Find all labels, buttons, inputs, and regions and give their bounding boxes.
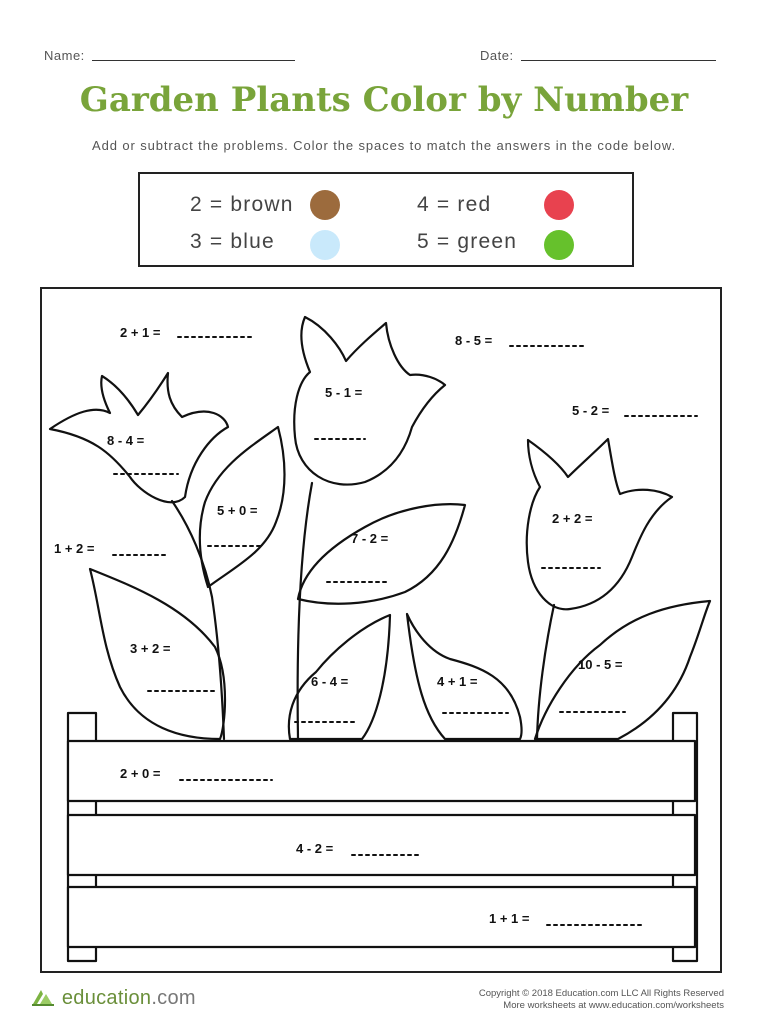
color-key — [138, 172, 634, 267]
name-line[interactable] — [92, 60, 295, 61]
key-green: 5 = green — [417, 230, 518, 253]
problem-plank-top: 2 + 0 = — [120, 766, 161, 781]
instructions: Add or subtract the problems. Color the spaces to match the answers in the code below. — [92, 138, 676, 153]
plank-middle[interactable] — [68, 815, 695, 875]
problem-leaf-upper-middle: 7 - 2 = — [351, 531, 389, 546]
key-red: 4 = red — [417, 193, 492, 216]
problem-right-tulip: 2 + 2 = — [552, 511, 593, 526]
problem-left-tulip: 8 - 4 = — [107, 433, 145, 448]
plank-top[interactable] — [68, 741, 695, 801]
logo-tld: .com — [151, 987, 196, 1009]
problem-middle-tulip: 5 - 1 = — [325, 385, 363, 400]
left-stem — [172, 501, 224, 739]
leaf-upper-middle[interactable] — [298, 504, 465, 604]
logo-text: education — [61, 987, 152, 1009]
problem-left-side: 1 + 2 = — [54, 541, 95, 556]
right-tulip[interactable] — [527, 439, 672, 609]
problem-plank-bottom: 1 + 1 = — [489, 911, 530, 926]
education-logo[interactable] — [30, 984, 196, 1010]
name-label: Name: — [44, 48, 85, 63]
green-swatch — [544, 230, 574, 260]
problem-leaf-upper-left: 5 + 0 = — [217, 503, 258, 518]
education-logo-icon — [30, 984, 56, 1008]
problem-top-left: 2 + 1 = — [120, 325, 161, 340]
problem-top-right: 5 - 2 = — [572, 403, 610, 418]
problem-leaf-right: 10 - 5 = — [578, 657, 623, 672]
key-brown: 2 = brown — [190, 193, 294, 216]
garden-picture — [40, 287, 722, 973]
right-stem — [537, 605, 554, 739]
middle-stem — [298, 483, 312, 739]
footer-copyright — [479, 988, 724, 1012]
page-title: Garden Plants Color by Number — [79, 80, 689, 120]
red-swatch — [544, 190, 574, 220]
middle-tulip[interactable] — [294, 317, 445, 485]
date-line[interactable] — [521, 60, 716, 61]
date-label: Date: — [480, 48, 514, 63]
problem-leaf-lower-right: 4 + 1 = — [437, 674, 478, 689]
more-worksheets-text: More worksheets at www.education.com/worksheets — [503, 1000, 724, 1011]
key-blue: 3 = blue — [190, 230, 275, 253]
copyright-text: Copyright © 2018 Education.com LLC All Rights Reserved — [478, 988, 724, 999]
problem-plank-middle: 4 - 2 = — [296, 841, 334, 856]
problem-leaf-lower-middle: 6 - 4 = — [311, 674, 349, 689]
brown-swatch — [310, 190, 340, 220]
problem-top-middle: 8 - 5 = — [455, 333, 493, 348]
problem-leaf-lower-left: 3 + 2 = — [130, 641, 171, 656]
blue-swatch — [310, 230, 340, 260]
plank-bottom[interactable] — [68, 887, 695, 947]
